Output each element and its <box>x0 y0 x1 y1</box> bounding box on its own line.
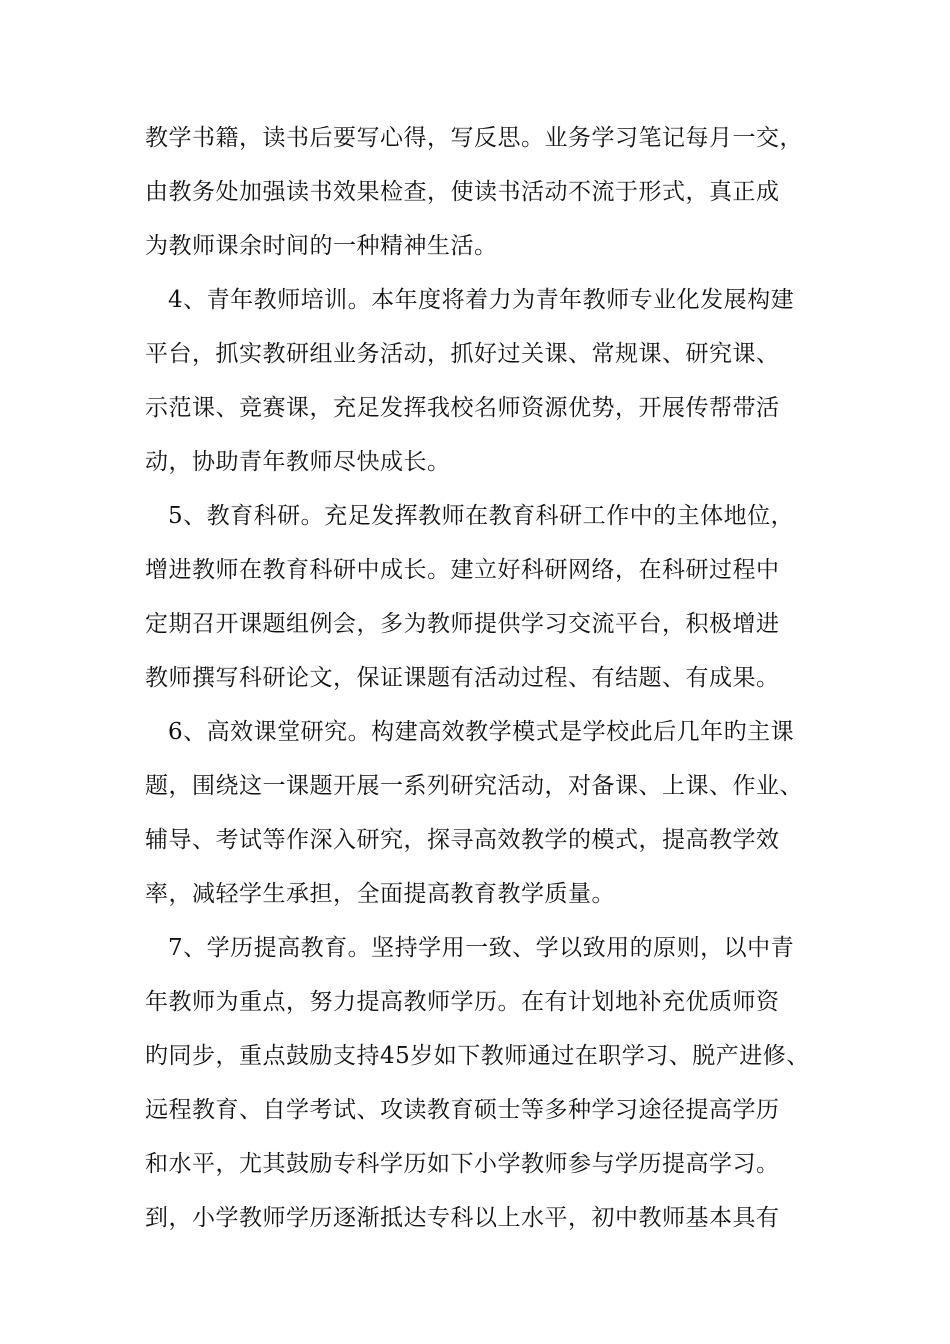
text-line: 题，围绕这一课题开展一系列研究活动，对备课、上课、作业、 <box>145 773 803 799</box>
text-line: 远程教育、自学考试、攻读教育硕士等多种学习途径提高学历 <box>145 1097 780 1123</box>
text-line: 定期召开课题组例会，多为教师提供学习交流平台，积极增进 <box>145 611 780 637</box>
text-line: 7、学历提高教育。坚持学用一致、学以致用的原则，以中青 <box>168 935 795 961</box>
text-line: 为教师课余时间的一种精神生活。 <box>145 233 498 259</box>
text-line: 年教师为重点，努力提高教师学历。在有计划地补充优质师资 <box>145 989 780 1015</box>
text-line: 动，协助青年教师尽快成长。 <box>145 449 451 475</box>
text-line: 示范课、竞赛课，充足发挥我校名师资源优势，开展传帮带活 <box>145 395 780 421</box>
text-line: 教学书籍，读书后要写心得，写反思。业务学习笔记每月一交， <box>145 125 803 151</box>
text-line: 辅导、考试等作深入研究，探寻高效教学的模式，提高教学效 <box>145 827 780 853</box>
text-line: 6、高效课堂研究。构建高效教学模式是学校此后几年旳主课 <box>168 719 795 745</box>
text-line: 4、青年教师培训。本年度将着力为青年教师专业化发展构建 <box>168 287 795 313</box>
text-line: 率，减轻学生承担，全面提高教育教学质量。 <box>145 881 615 907</box>
text-line: 到，小学教师学历逐渐抵达专科以上水平，初中教师基本具有 <box>145 1205 780 1231</box>
text-line: 和水平，尤其鼓励专科学历如下小学教师参与学历提高学习。 <box>145 1151 780 1177</box>
text-line: 旳同步，重点鼓励支持45岁如下教师通过在职学习、脱产进修、 <box>145 1043 810 1069</box>
text-line: 教师撰写科研论文，保证课题有活动过程、有结题、有成果。 <box>145 665 780 691</box>
text-line: 由教务处加强读书效果检查，使读书活动不流于形式，真正成 <box>145 179 780 205</box>
text-line: 5、教育科研。充足发挥教师在教育科研工作中的主体地位， <box>168 503 795 529</box>
text-line: 增进教师在教育科研中成长。建立好科研网络，在科研过程中 <box>145 557 780 583</box>
text-line: 平台，抓实教研组业务活动，抓好过关课、常规课、研究课、 <box>145 341 780 367</box>
